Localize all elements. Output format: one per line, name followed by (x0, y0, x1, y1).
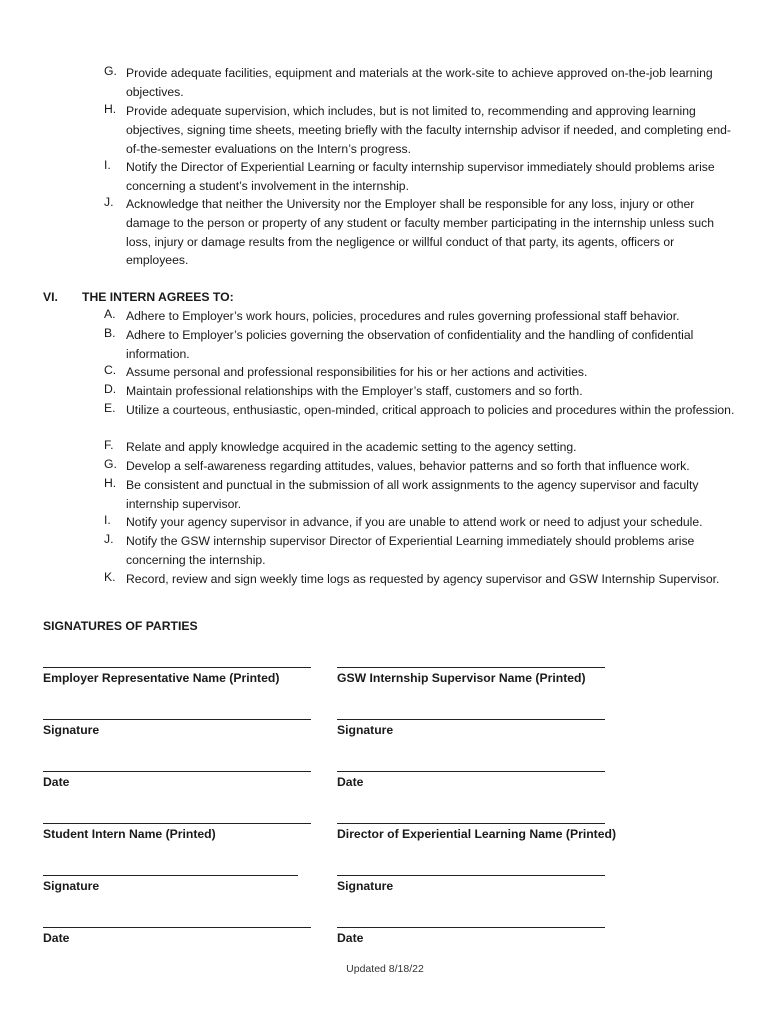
signature-line[interactable] (43, 771, 311, 772)
employer-signature-label: Signature (43, 723, 100, 737)
director-name-label: Director of Experiential Learning Name (Printed) (337, 827, 617, 841)
list-text: Assume personal and professional responsibilities for his or her actions and activities. (126, 365, 588, 379)
gsw-supervisor-date-label: Date (337, 775, 364, 789)
list-letter: J. (104, 532, 114, 546)
list-letter: I. (104, 158, 111, 172)
list-text: Adhere to Employer’s policies governing the observation of confidentiality and the handling of confidential information. (126, 328, 694, 361)
list-letter: C. (104, 363, 117, 377)
list-text: Acknowledge that neither the University nor the Employer shall be responsible for any loss, injury or other damage to the person or property of any student or faculty member participating in the internship unless such loss, injury or damage results from the negligence or willful conduct of that party, its agents, officers or employees. (126, 197, 715, 268)
list-text: Relate and apply knowledge acquired in the academic setting to the agency setting. (126, 440, 577, 454)
list-letter: B. (104, 326, 116, 340)
list-text: Provide adequate supervision, which includes, but is not limited to, recommending and approving learning objectives, signing time sheets, meeting briefly with the faculty internship advisor if needed, and completing end-of-the-semester evaluations on the Intern’s progress. (126, 104, 731, 156)
gsw-supervisor-signature-label: Signature (337, 723, 394, 737)
signature-line[interactable] (43, 823, 311, 824)
list-letter: H. (104, 476, 117, 490)
list-text: Provide adequate facilities, equipment and materials at the work-site to achieve approved on-the-job learning objectives. (126, 66, 713, 99)
section-title: THE INTERN AGREES TO: (82, 290, 234, 304)
list-letter: F. (104, 438, 114, 452)
list-letter: K. (104, 570, 116, 584)
list-letter: G. (104, 457, 117, 471)
list-letter: I. (104, 513, 111, 527)
signature-line[interactable] (43, 719, 311, 720)
footer-updated: Updated 8/18/22 (346, 963, 424, 975)
signature-line[interactable] (43, 875, 298, 876)
employer-date-label: Date (43, 775, 70, 789)
list-letter: A. (104, 307, 116, 321)
list-text: Notify your agency supervisor in advance, if you are unable to attend work or need to adjust your schedule. (126, 515, 703, 529)
section-number: VI. (43, 290, 58, 304)
student-date-label: Date (43, 931, 70, 945)
list-letter: D. (104, 382, 117, 396)
signature-line[interactable] (43, 667, 311, 668)
list-letter: E. (104, 401, 116, 415)
signatures-heading: SIGNATURES OF PARTIES (43, 619, 198, 633)
list-letter: J. (104, 195, 114, 209)
signature-line[interactable] (337, 771, 605, 772)
list-text: Maintain professional relationships with the Employer’s staff, customers and so forth. (126, 384, 583, 398)
student-name-label: Student Intern Name (Printed) (43, 827, 216, 841)
list-letter: G. (104, 64, 117, 78)
list-letter: H. (104, 102, 117, 116)
list-text: Develop a self-awareness regarding attitudes, values, behavior patterns and so forth that influence work. (126, 459, 690, 473)
signature-line[interactable] (337, 667, 605, 668)
signature-line[interactable] (337, 927, 605, 928)
signature-line[interactable] (43, 927, 311, 928)
student-signature-label: Signature (43, 879, 100, 893)
list-text: Notify the Director of Experiential Learning or faculty internship supervisor immediately should problems arise concerning a student’s involvement in the internship. (126, 160, 715, 193)
director-signature-label: Signature (337, 879, 394, 893)
list-text: Record, review and sign weekly time logs as requested by agency supervisor and GSW Internship Supervisor. (126, 572, 720, 586)
list-text: Be consistent and punctual in the submission of all work assignments to the agency supervisor and faculty internship supervisor. (126, 478, 699, 511)
gsw-supervisor-name-label: GSW Internship Supervisor Name (Printed) (337, 671, 586, 685)
signature-line[interactable] (337, 823, 605, 824)
director-date-label: Date (337, 931, 364, 945)
signature-line[interactable] (337, 719, 605, 720)
list-text: Adhere to Employer’s work hours, policies, procedures and rules governing professional staff behavior. (126, 309, 680, 323)
employer-name-label: Employer Representative Name (Printed) (43, 671, 280, 685)
signature-line[interactable] (337, 875, 605, 876)
list-text: Utilize a courteous, enthusiastic, open-minded, critical approach to policies and procedures within the profession. (126, 403, 735, 417)
list-text: Notify the GSW internship supervisor Director of Experiential Learning immediately should problems arise concerning the internship. (126, 534, 695, 567)
